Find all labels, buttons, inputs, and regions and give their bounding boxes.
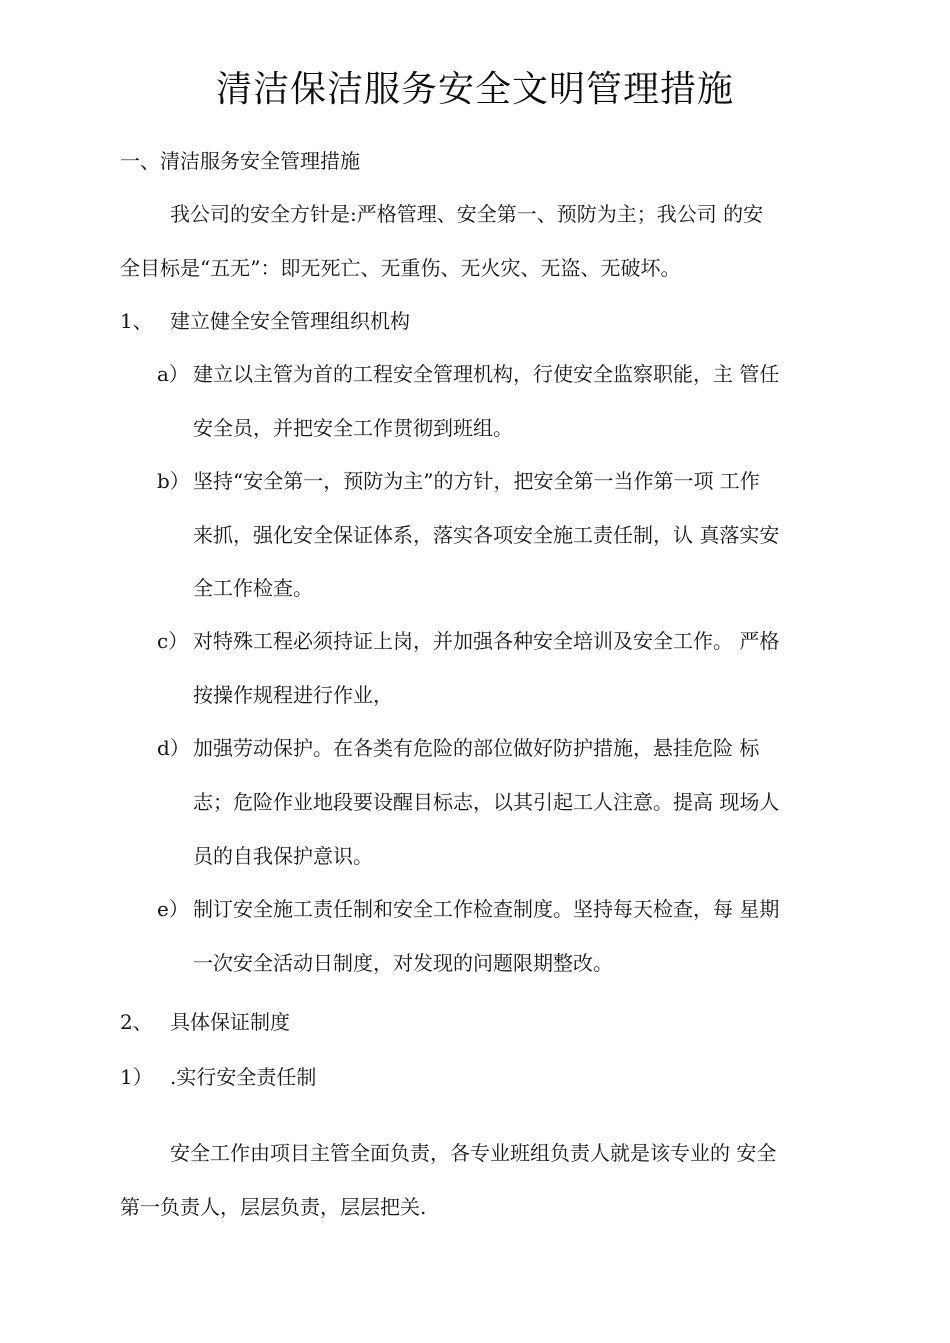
subitem-text-line: 建立以主管为首的工程安全管理机构，行使安全监察职能，主 管任: [193, 362, 780, 386]
subitem-marker: e）: [157, 897, 189, 921]
document-title: 清洁保洁服务安全文明管理措施: [215, 69, 734, 110]
subitem-marker: c）: [157, 629, 189, 653]
subitem-text-line: 按操作规程进行作业，: [193, 683, 393, 707]
item-heading: .实行安全责任制: [170, 1065, 317, 1089]
subitem-text-line: 坚持“安全第一，预防为主”的方针，把安全第一当作第一项 工作: [193, 469, 760, 493]
intro-paragraph-line: 全目标是“五无”：即无死亡、无重伤、无火灾、无盗、无破坏。: [120, 256, 681, 280]
subitem-marker: d）: [157, 736, 190, 760]
section-heading: 一、清洁服务安全管理措施: [120, 149, 360, 173]
intro-paragraph-line: 我公司的安全方针是:严格管理、安全第一、预防为主；我公司 的安: [170, 202, 764, 226]
item-heading: 具体保证制度: [170, 1010, 290, 1034]
subitem-text-line: 一次安全活动日制度，对发现的问题限期整改。: [193, 951, 613, 975]
subitem-text-line: 安全员，并把安全工作贯彻到班组。: [193, 416, 513, 440]
item-number: 1、: [120, 309, 153, 333]
subitem-text-line: 制订安全施工责任制和安全工作检查制度。坚持每天检查，每 星期: [193, 897, 780, 921]
subitem-marker: b）: [157, 469, 190, 493]
item-heading: 建立健全安全管理组织机构: [170, 309, 410, 333]
subitem-text-line: 对特殊工程必须持证上岗，并加强各种安全培训及安全工作。 严格: [193, 629, 780, 653]
item-number: 1）: [120, 1065, 153, 1089]
subitem-marker: a）: [157, 362, 189, 386]
closing-paragraph-line: 安全工作由项目主管全面负责，各专业班组负责人就是该专业的 安全: [170, 1141, 777, 1165]
subitem-text-line: 志；危险作业地段要设醒目标志，以其引起工人注意。提高 现场人: [193, 790, 780, 814]
item-number: 2、: [120, 1010, 153, 1034]
subitem-text-line: 来抓，强化安全保证体系，落实各项安全施工责任制，认 真落实安: [193, 523, 780, 547]
subitem-text-line: 全工作检查。: [193, 576, 313, 600]
subitem-text-line: 员的自我保护意识。: [193, 844, 373, 868]
closing-paragraph-line: 第一负责人，层层负责，层层把关.: [120, 1195, 427, 1219]
subitem-text-line: 加强劳动保护。在各类有危险的部位做好防护措施，悬挂危险 标: [193, 736, 760, 760]
